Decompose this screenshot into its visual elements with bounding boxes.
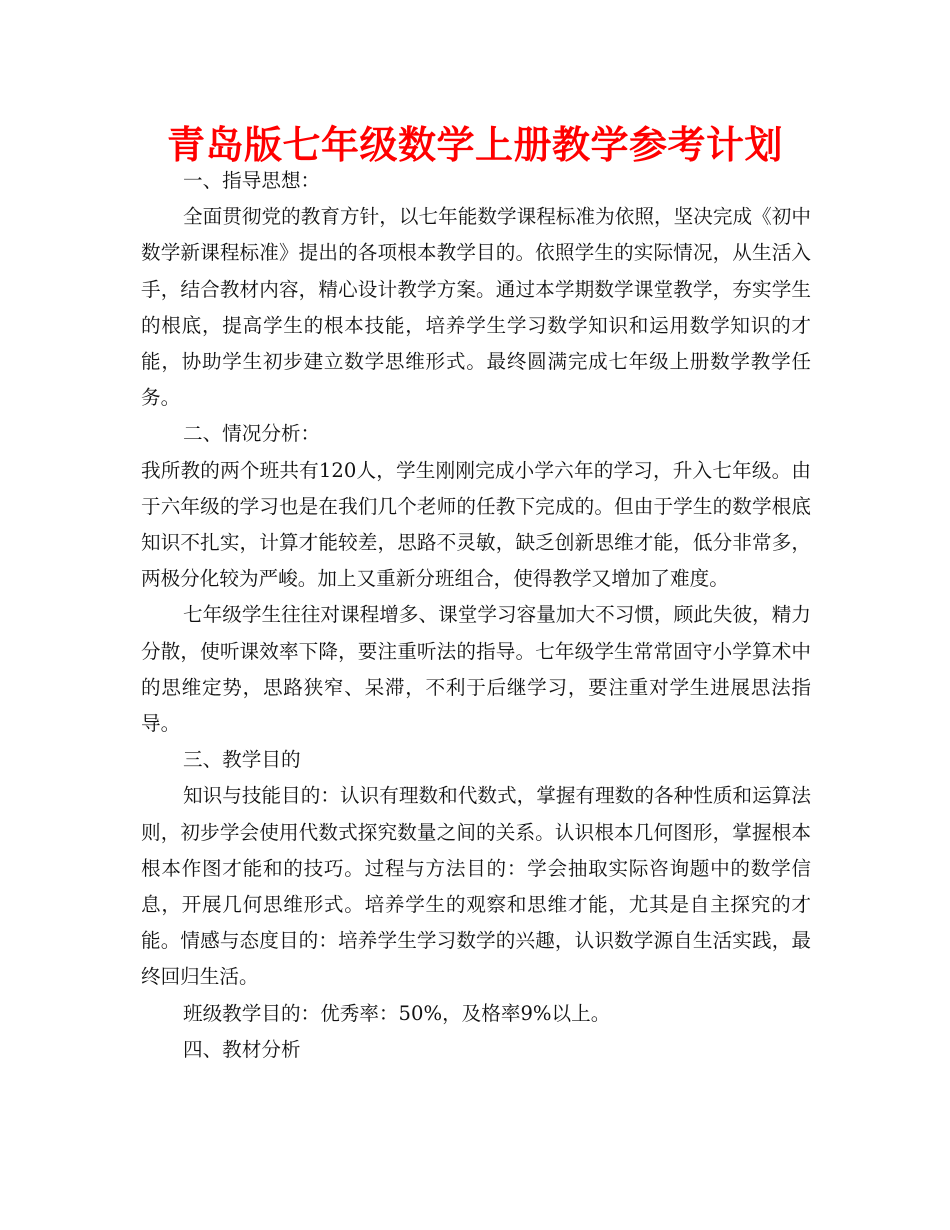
section-heading-guiding-ideology: 一、指导思想： (183, 169, 321, 192)
section-heading-teaching-goals: 三、教学目的 (183, 748, 301, 772)
section-heading-situation-analysis: 二、情况分析： (183, 422, 321, 446)
document-body (141, 163, 811, 1068)
section-heading-textbook-analysis: 四、教材分析 (183, 1037, 301, 1061)
paragraph-guiding-ideology: 全面贯彻党的教育方针，以七年能数学课程标准为依照，坚决完成《初中数学新课程标准》提出的各项根本教学目的。依照学生的实际情况，从生活入手，结合教材内容，精心设计教学方案。通过本学期数学课堂教学，夯实学生的根底，提高学生的根本技能，培养学生学习数学知识和运用数学知识的才能，协助学生初步建立数学思维形式。最终圆满完成七年级上册数学教学任务。 (141, 205, 811, 410)
paragraph-teaching-goals-2: 班级教学目的：优秀率：50%，及格率9%以上。 (183, 1001, 611, 1025)
paragraph-situation-analysis-1: 我所教的两个班共有120人，学生刚刚完成小学六年的学习，升入七年级。由于六年级的学习也是在我们几个老师的任教下完成的。但由于学生的数学根底知识不扎实，计算才能较差，思路不灵敏，缺乏创新思维才能，低分非常多，两极分化较为严峻。加上又重新分班组合，使得教学又增加了难度。 (141, 458, 811, 591)
document-title: 青岛版七年级数学上册教学参考计划 (166, 123, 783, 167)
paragraph-situation-analysis-2: 七年级学生往往对课程增多、课堂学习容量加大不习惯，顾此失彼，精力分散，使听课效率下降，要注重听法的指导。七年级学生常常固守小学算术中的思维定势，思路狭窄、呆滞，不利于后继学习，要注重对学生进展思法指导。 (141, 603, 811, 736)
paragraph-teaching-goals-1: 知识与技能目的：认识有理数和代数式，掌握有理数的各种性质和运算法则，初步学会使用代数式探究数量之间的关系。认识根本几何图形，掌握根本根本作图才能和的技巧。过程与方法目的：学会抽取实际咨询题中的数学信息，开展几何思维形式。培养学生的观察和思维才能，尤其是自主探究的才能。情感与态度目的：培养学生学习数学的兴趣，认识数学源自生活实践，最终回归生活。 (141, 784, 811, 989)
